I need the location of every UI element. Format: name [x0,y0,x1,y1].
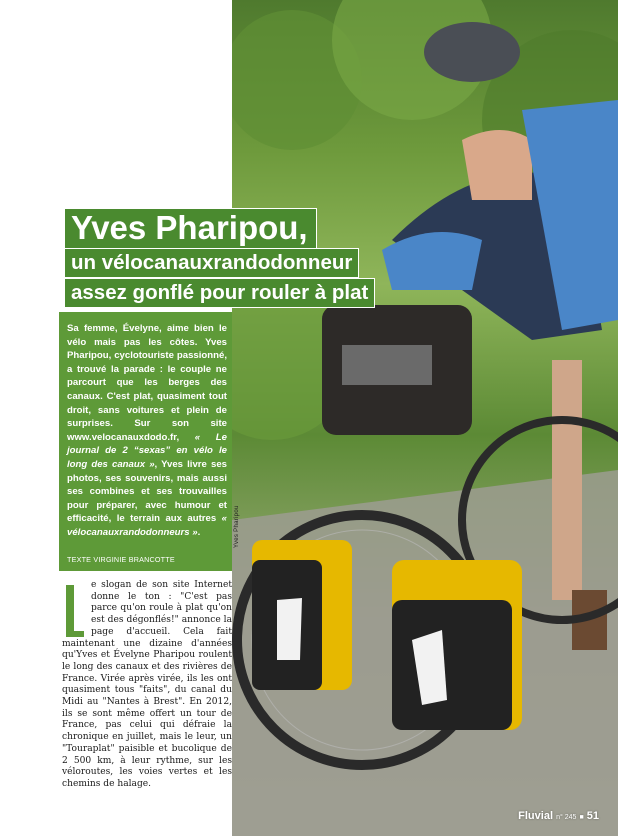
drop-cap-l [62,581,88,633]
photo-credit: Yves Pharipou [234,505,240,548]
article-body [62,580,232,791]
intro-part-3: , Yves livre ses photos, ses souvenirs, mais aussi ses combines et ses trouvailles pour préparer, avec humour et efficacité, le terrain aux autres [67,458,227,525]
magazine-name: Fluvial [518,810,553,822]
page-footer [518,810,599,822]
title-line-1: Yves Pharipou, [64,208,317,250]
issue-number: n° 245 [556,814,577,821]
intro-part-1: Sa femme, Évelyne, aime bien le vélo mais pas les côtes. Yves Pharipou, cyclotouriste passionné, a trouvé la parade : le couple ne parcourt que les berges des canaux. C'est plat, quasiment tout droit, sans voitures et plein de surprises. Sur son site www.velocanauxdodo.fr, [67,323,227,443]
body-text: e slogan de son site Internet donne le ton : "C'est pas parce qu'on roule à plat qu'on est des dégonflés!" annonce la page d'accueil. Cela fait maintenant une dizaine d'années qu'Yves et Évelyne Pharipou roulent le long des canaux et des rivières de France. Virée après virée, ils les ont quasiment tous "faits", du canal du Midi au "Nantes à Brest". En 2012, ils se sont même offert un tour de France, pas celui qui défraie la chronique en juillet, mais le leur, un "Touraplat" paisible et bucolique de 2 500 km, à leur rythme, sur les véloroutes, les voies vertes et les chemins de halage. [62,580,232,789]
intro-text [67,322,227,540]
intro-part-2: « Le journal de 2 “sexas” en vélo le long des canaux » [67,431,227,470]
intro-box [59,312,232,571]
title-line-2: un vélocanauxrandodonneur [64,248,359,278]
footer-separator: ■ [579,814,584,821]
intro-part-4: « vélocanauxrandodonneurs » [67,513,227,538]
cover-photo [232,0,618,836]
page-number: 51 [586,810,599,822]
intro-part-5: . [197,526,201,538]
title-line-3: assez gonflé pour rouler à plat [64,278,375,308]
author-credit: TEXTE VIRGINIE BRANCOTTE [67,554,175,564]
